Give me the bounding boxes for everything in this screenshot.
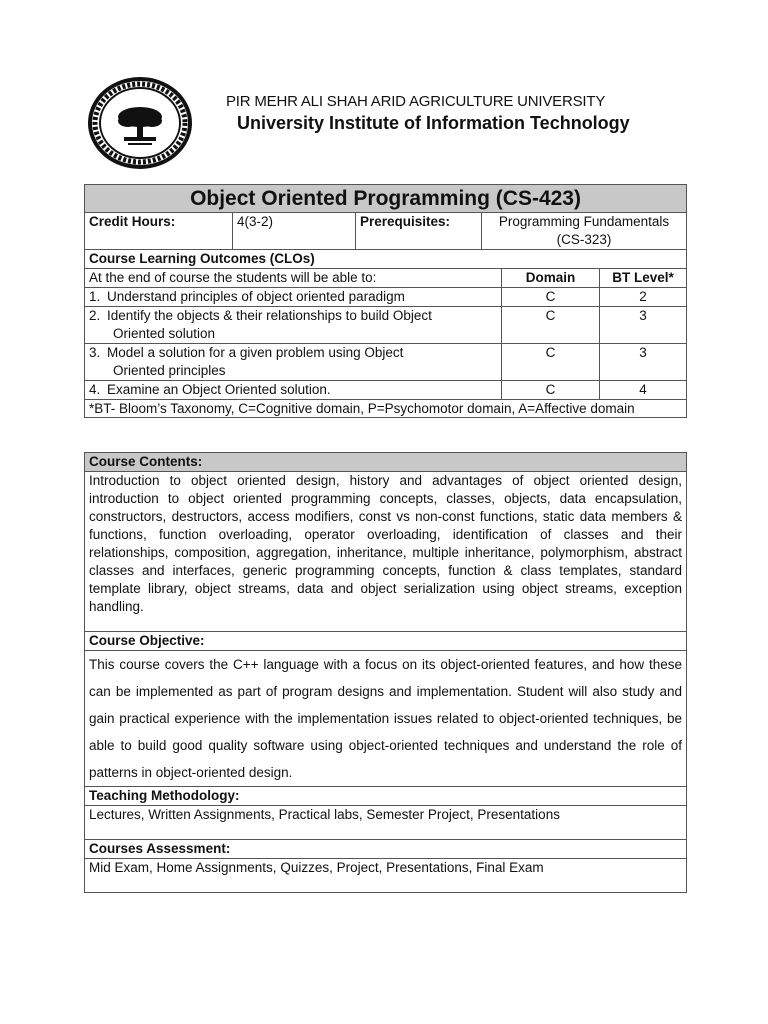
document-header [0,0,768,180]
course-title: Object Oriented Programming (CS-423) [85,185,687,213]
teaching-methodology-heading: Teaching Methodology: [85,787,687,806]
clo-text-cont: Oriented solution [113,326,216,341]
clo-text: Examine an Object Oriented solution. [107,382,331,397]
prerequisites-line1: Programming Fundamentals [498,214,670,229]
clo-bt-level: 3 [600,307,687,344]
prerequisites-line2: (CS-323) [556,232,612,247]
clo-number: 3. [89,345,101,360]
prerequisites-label: Prerequisites: [356,213,482,250]
clo-row [85,307,687,344]
course-details-table [84,452,687,893]
clo-bt-level: 2 [600,288,687,307]
clo-number: 4. [89,382,101,397]
university-name: PIR MEHR ALI SHAH ARID AGRICULTURE UNIVERSITY [226,93,606,110]
clo-text: Understand principles of object oriented paradigm [107,289,405,304]
clo-domain: C [502,344,600,381]
clo-text: Identify the objects & their relationships to build Object [107,308,432,323]
clo-number: 2. [89,308,101,323]
university-seal-icon [88,77,192,169]
clo-text: Model a solution for a given problem using Object [107,345,404,360]
clo-domain: C [502,288,600,307]
clo-row [85,288,687,307]
course-objective-text: This course covers the C++ language with a focus on its object-oriented features, and how these can be implemented as part of program designs and implementation. Student will also study and gain practical experience with the implementation issues related to object-oriented techniques, be able to build good quality software using object-oriented techniques and understand the role of patterns in object-oriented design. [85,651,687,787]
courses-assessment-text: Mid Exam, Home Assignments, Quizzes, Project, Presentations, Final Exam [85,859,687,893]
clo-bt-level: 4 [600,381,687,400]
bt-footnote: *BT- Bloom’s Taxonomy, C=Cognitive domain, P=Psychomotor domain, A=Affective domain [85,400,687,418]
clo-domain: C [502,381,600,400]
domain-header: Domain [502,269,600,288]
clo-bt-level: 3 [600,344,687,381]
clo-text-cont: Oriented principles [113,363,226,378]
course-objective-heading: Course Objective: [85,632,687,651]
credit-hours-value: 4(3-2) [233,213,356,250]
institute-name: University Institute of Information Technology [237,113,630,133]
clo-number: 1. [89,289,101,304]
bt-level-header: BT Level* [600,269,687,288]
teaching-methodology-text: Lectures, Written Assignments, Practical labs, Semester Project, Presentations [85,806,687,840]
clo-domain: C [502,307,600,344]
clo-row [85,344,687,381]
course-info-table [84,184,687,418]
clo-intro: At the end of course the students will be able to: [85,269,502,288]
clo-row [85,381,687,400]
prerequisites-value [482,213,687,250]
credit-hours-label: Credit Hours: [85,213,233,250]
courses-assessment-heading: Courses Assessment: [85,840,687,859]
clo-heading: Course Learning Outcomes (CLOs) [85,250,687,269]
course-contents-heading: Course Contents: [85,453,687,472]
course-contents-text: Introduction to object oriented design, history and advantages of object oriented design, introduction to object oriented programming concepts, classes, objects, data encapsulation, constructors, destructors, access modifiers, const vs non-const functions, static data members & functions, function overloading, operator overloading, identification of classes and their relationships, composition, aggregation, inheritance, multiple inheritance, polymorphism, abstract classes and interfaces, generic programming concepts, function & class templates, standard template library, object streams, data and object serialization using object streams, exception handling. [85,472,687,632]
